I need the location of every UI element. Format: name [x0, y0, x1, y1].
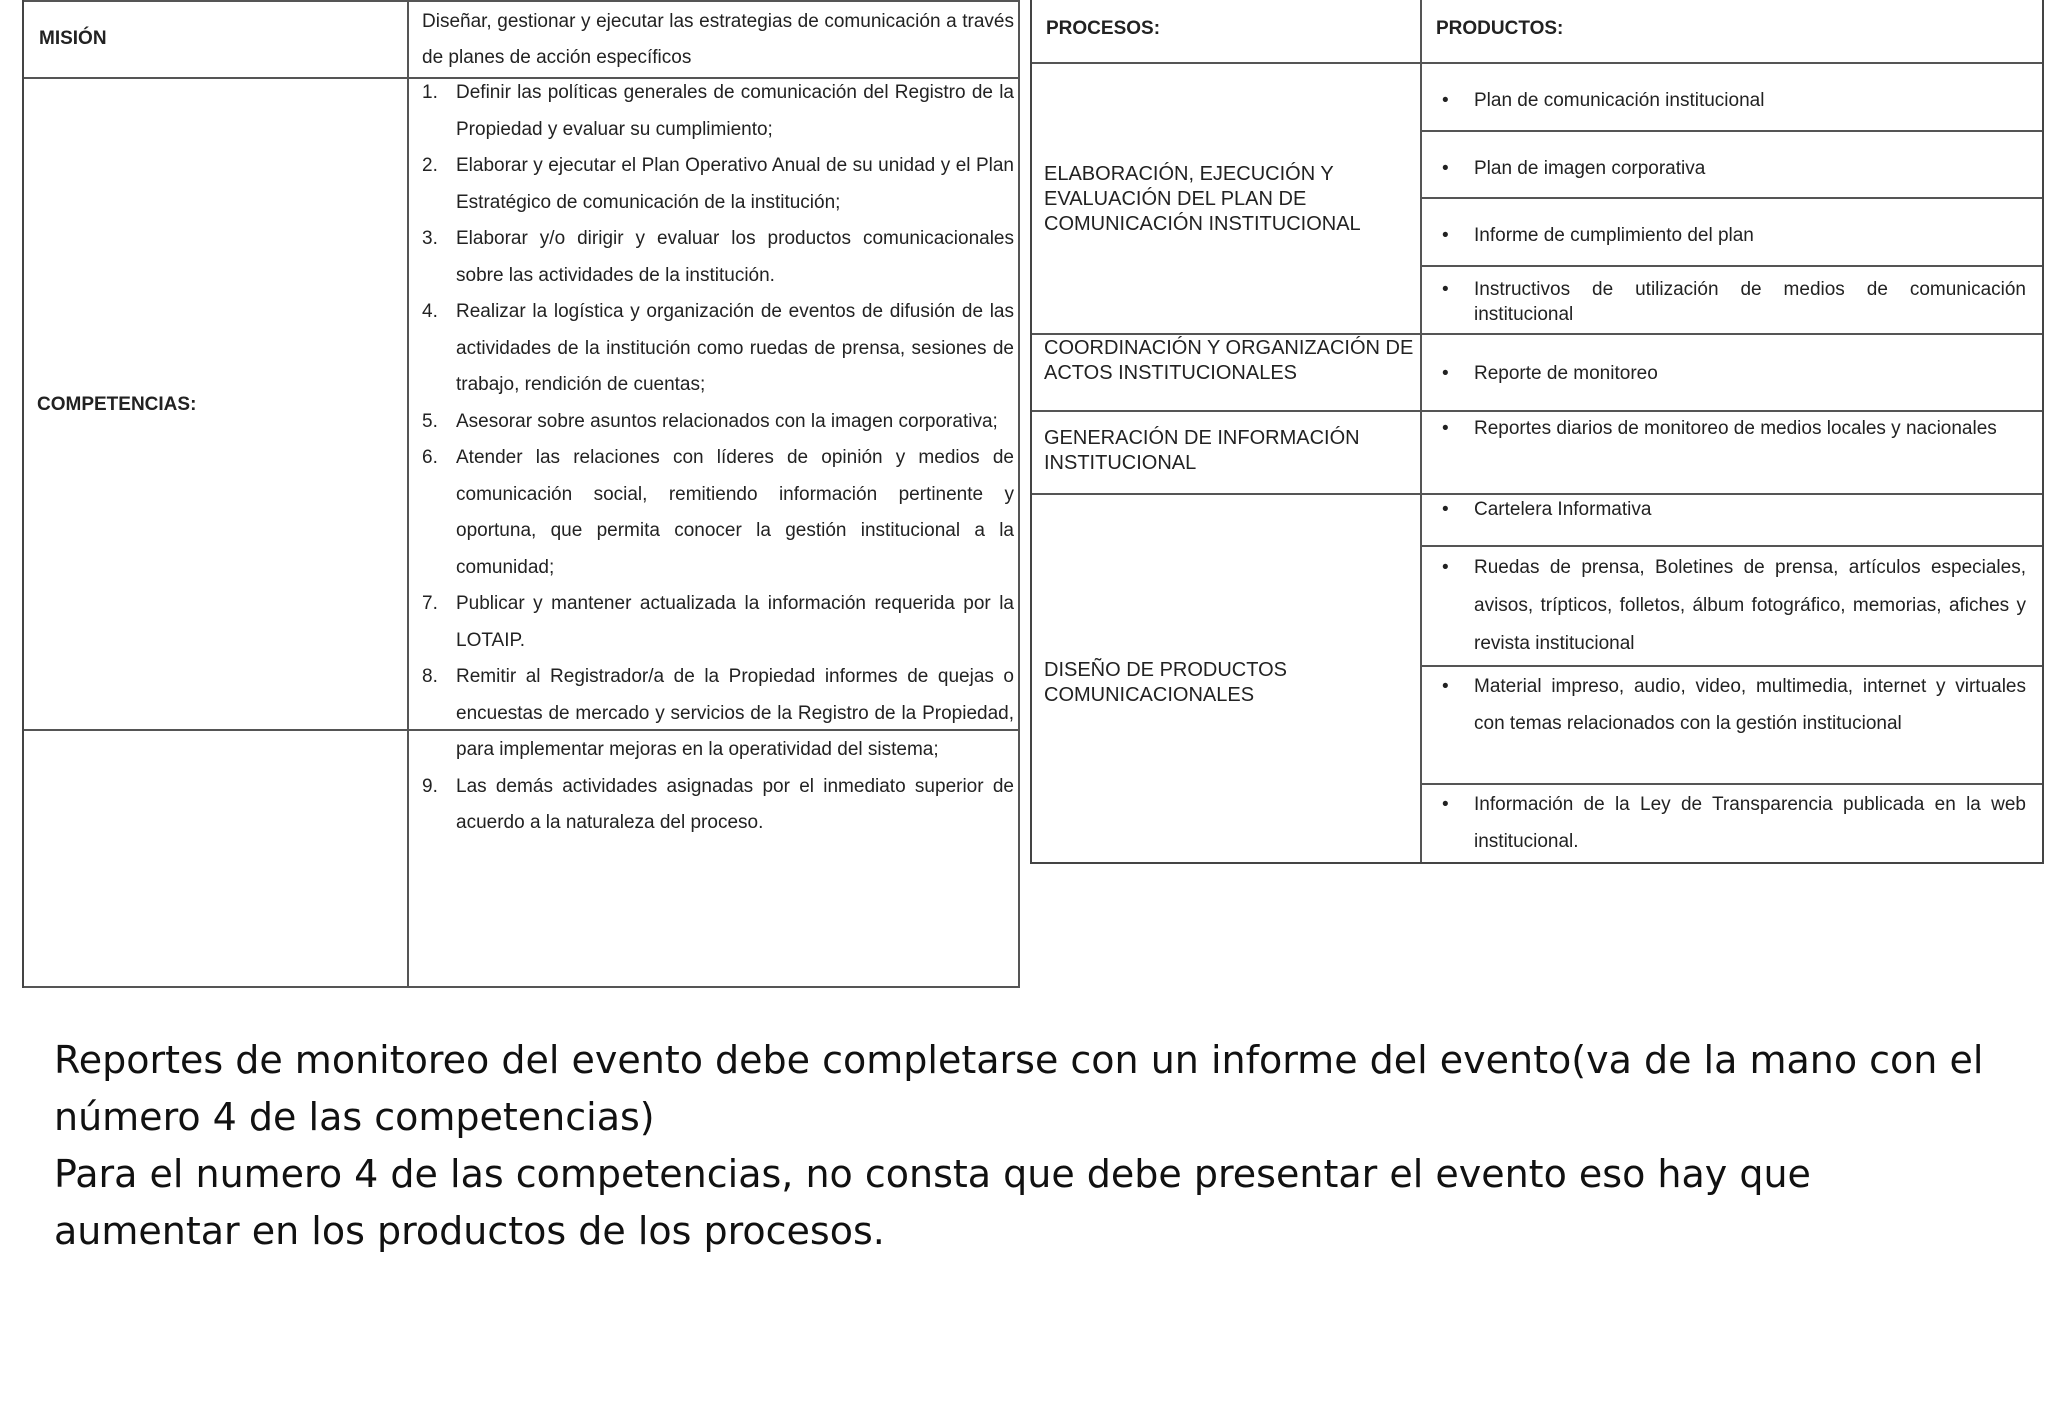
producto-item: • Instructivos de utilización de medios de comunicación institucional: [1442, 279, 2026, 325]
mision-text: Diseñar, gestionar y ejecutar las estrategias de comunicación a través de planes de acción específicos: [422, 11, 1014, 68]
list-item: 4. Realizar la logística y organización de eventos de difusión de las actividades de la institución como ruedas de prensa, sesiones de trabajo, rendición de cuentas;: [422, 301, 1014, 395]
competencias-list: [422, 75, 1014, 842]
list-item: 8. Remitir al Registrador/a de la Propiedad informes de quejas o encuestas de mercado y servicios de la Registro de la Propiedad, para implementar mejoras en la operatividad del sistema;: [422, 666, 1014, 760]
producto-item: • Cartelera Informativa: [1442, 499, 1652, 520]
list-item: 9. Las demás actividades asignadas por el inmediato superior de acuerdo a la naturaleza del proceso.: [422, 775, 1014, 833]
producto-item: • Ruedas de prensa, Boletines de prensa, artículos especiales, avisos, trípticos, folletos, álbum fotográfico, memorias, afiches y revista institucional: [1442, 557, 2026, 654]
producto-item: • Plan de imagen corporativa: [1442, 158, 1706, 179]
producto-item: • Material impreso, audio, video, multimedia, internet y virtuales con temas relacionados con la gestión institucional: [1442, 676, 2026, 734]
proceso-cell: DISEÑO DE PRODUCTOS COMUNICACIONALES: [1044, 659, 1287, 706]
row-divider: [1422, 197, 2042, 199]
producto-item: • Reportes diarios de monitoreo de medios locales y nacionales: [1442, 418, 1997, 439]
row-divider: [1422, 783, 2042, 785]
list-item: 1. Definir las políticas generales de comunicación del Registro de la Propiedad y evaluar su cumplimiento;: [422, 82, 1014, 140]
row-divider: [1422, 265, 2042, 267]
table-border-right: [1018, 0, 1020, 988]
mision-label: MISIÓN: [39, 28, 107, 49]
procesos-productos-table: [1030, 0, 2044, 864]
list-item: 7. Publicar y mantener actualizada la información requerida por la LOTAIP.: [422, 593, 1014, 651]
row-divider: [24, 986, 1020, 988]
row-divider: [1032, 410, 2042, 412]
list-item: 3. Elaborar y/o dirigir y evaluar los productos comunicacionales sobre las actividades de la institución.: [422, 228, 1014, 286]
row-divider: [1422, 130, 2042, 132]
producto-item: • Plan de comunicación institucional: [1442, 90, 1765, 111]
producto-item: • Reporte de monitoreo: [1442, 363, 1658, 384]
competencias-label: COMPETENCIAS:: [37, 394, 197, 415]
row-divider: [1032, 62, 2042, 64]
row-divider: [1032, 333, 2042, 335]
list-item: 6. Atender las relaciones con líderes de opinión y medios de comunicación social, remitiendo información pertinente y oportuna, que permita conocer la gestión institucional a la comunidad;: [422, 447, 1014, 578]
observation-notes: [54, 1032, 2004, 1260]
column-divider: [407, 0, 409, 988]
row-divider: [1422, 665, 2042, 667]
row-divider: [1032, 493, 2042, 495]
producto-item: • Informe de cumplimiento del plan: [1442, 225, 1754, 246]
note-paragraph: Para el numero 4 de las competencias, no consta que debe presentar el evento eso hay que aumentar en los productos de los procesos.: [54, 1152, 1811, 1253]
list-item: 5. Asesorar sobre asuntos relacionados con la imagen corporativa;: [422, 410, 998, 432]
note-paragraph: Reportes de monitoreo del evento debe completarse con un informe del evento(va de la mano con el número 4 de las competencias): [54, 1038, 1984, 1139]
list-item: 2. Elaborar y ejecutar el Plan Operativo Anual de su unidad y el Plan Estratégico de comunicación de la institución;: [422, 155, 1014, 213]
proceso-cell: COORDINACIÓN Y ORGANIZACIÓN DE ACTOS INSTITUCIONALES: [1044, 337, 1414, 384]
row-divider: [24, 0, 1020, 2]
producto-item: • Información de la Ley de Transparencia publicada en la web institucional.: [1442, 794, 2026, 852]
productos-header: PRODUCTOS:: [1436, 18, 1564, 39]
proceso-cell: ELABORACIÓN, EJECUCIÓN Y EVALUACIÓN DEL PLAN DE COMUNICACIÓN INSTITUCIONAL: [1044, 163, 1361, 235]
procesos-header: PROCESOS:: [1046, 18, 1161, 39]
row-divider: [1422, 545, 2042, 547]
proceso-cell: GENERACIÓN DE INFORMACIÓN INSTITUCIONAL: [1044, 427, 1360, 474]
mision-competencias-table: [22, 0, 1020, 988]
